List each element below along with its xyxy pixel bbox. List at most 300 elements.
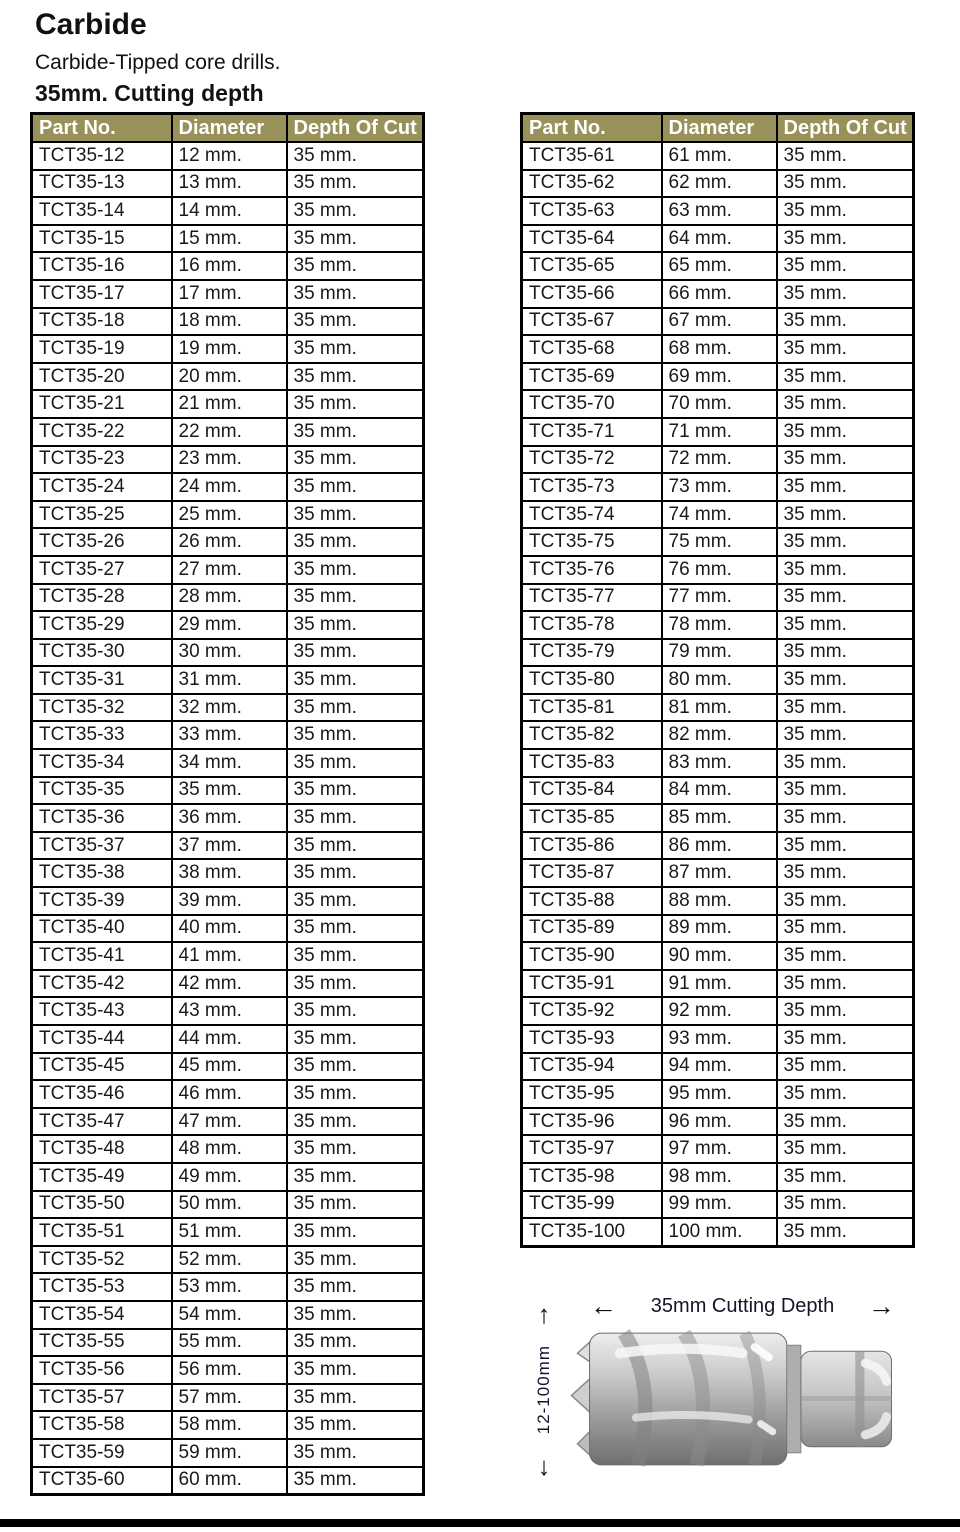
- cell-diameter: 87 mm.: [662, 859, 777, 887]
- table-row: [522, 501, 914, 529]
- table-row: [522, 970, 914, 998]
- table-row: [32, 970, 424, 998]
- cell-diameter: 65 mm.: [662, 252, 777, 280]
- cell-part-no: TCT35-74: [522, 501, 662, 529]
- cell-part-no: TCT35-24: [32, 473, 172, 501]
- cell-part-no: TCT35-65: [522, 252, 662, 280]
- table-row: [32, 1356, 424, 1384]
- cell-depth-of-cut: 35 mm.: [777, 666, 914, 694]
- cell-depth-of-cut: 35 mm.: [287, 1301, 424, 1329]
- cell-diameter: 43 mm.: [172, 997, 287, 1025]
- cell-diameter: 82 mm.: [662, 721, 777, 749]
- cell-diameter: 71 mm.: [662, 418, 777, 446]
- column-header-part-no: Part No.: [32, 114, 172, 143]
- cell-depth-of-cut: 35 mm.: [287, 308, 424, 336]
- cell-diameter: 20 mm.: [172, 363, 287, 391]
- cell-part-no: TCT35-72: [522, 446, 662, 474]
- cell-diameter: 58 mm.: [172, 1411, 287, 1439]
- cell-depth-of-cut: 35 mm.: [777, 1191, 914, 1219]
- table-row: [522, 997, 914, 1025]
- cell-part-no: TCT35-36: [32, 804, 172, 832]
- cell-diameter: 78 mm.: [662, 611, 777, 639]
- table-row: [522, 1191, 914, 1219]
- cell-depth-of-cut: 35 mm.: [287, 611, 424, 639]
- table-row: [32, 1025, 424, 1053]
- cell-depth-of-cut: 35 mm.: [287, 501, 424, 529]
- cell-diameter: 38 mm.: [172, 859, 287, 887]
- cell-diameter: 95 mm.: [662, 1080, 777, 1108]
- cell-part-no: TCT35-96: [522, 1108, 662, 1136]
- diameter-range-label: 12-100mm: [534, 1345, 553, 1435]
- cell-diameter: 33 mm.: [172, 721, 287, 749]
- cell-diameter: 57 mm.: [172, 1384, 287, 1412]
- cell-diameter: 100 mm.: [662, 1218, 777, 1246]
- cell-diameter: 61 mm.: [662, 142, 777, 170]
- table-row: [32, 1135, 424, 1163]
- table-row: [522, 915, 914, 943]
- cell-part-no: TCT35-91: [522, 970, 662, 998]
- table-row: [522, 418, 914, 446]
- cell-depth-of-cut: 35 mm.: [287, 390, 424, 418]
- cell-depth-of-cut: 35 mm.: [287, 556, 424, 584]
- cell-depth-of-cut: 35 mm.: [777, 584, 914, 612]
- cell-diameter: 24 mm.: [172, 473, 287, 501]
- cell-depth-of-cut: 35 mm.: [287, 1273, 424, 1301]
- cell-part-no: TCT35-54: [32, 1301, 172, 1329]
- cell-depth-of-cut: 35 mm.: [287, 584, 424, 612]
- cell-depth-of-cut: 35 mm.: [287, 446, 424, 474]
- cell-depth-of-cut: 35 mm.: [287, 363, 424, 391]
- cell-diameter: 39 mm.: [172, 887, 287, 915]
- cell-depth-of-cut: 35 mm.: [777, 997, 914, 1025]
- table-row: [32, 887, 424, 915]
- cell-part-no: TCT35-32: [32, 694, 172, 722]
- cell-part-no: TCT35-62: [522, 170, 662, 198]
- cell-part-no: TCT35-64: [522, 225, 662, 253]
- core-drill-image: [561, 1321, 909, 1477]
- table-row: [32, 749, 424, 777]
- cell-diameter: 62 mm.: [662, 170, 777, 198]
- cell-depth-of-cut: 35 mm.: [287, 197, 424, 225]
- table-row: [32, 832, 424, 860]
- cell-diameter: 36 mm.: [172, 804, 287, 832]
- cell-diameter: 19 mm.: [172, 335, 287, 363]
- column-header-diameter: Diameter: [662, 114, 777, 143]
- cell-diameter: 69 mm.: [662, 363, 777, 391]
- cell-depth-of-cut: 35 mm.: [287, 859, 424, 887]
- cell-part-no: TCT35-30: [32, 639, 172, 667]
- table-row: [522, 225, 914, 253]
- section-heading: 35mm. Cutting depth: [35, 80, 264, 106]
- table-row: [32, 1411, 424, 1439]
- cell-depth-of-cut: 35 mm.: [777, 942, 914, 970]
- cell-diameter: 40 mm.: [172, 915, 287, 943]
- cutting-depth-annotation: [590, 1293, 895, 1320]
- table-row: [522, 1163, 914, 1191]
- arrow-right-icon: →: [867, 1291, 895, 1321]
- cell-part-no: TCT35-22: [32, 418, 172, 446]
- cell-part-no: TCT35-14: [32, 197, 172, 225]
- table-row: [32, 611, 424, 639]
- table-row: [32, 694, 424, 722]
- cell-part-no: TCT35-31: [32, 666, 172, 694]
- table-row: [32, 1439, 424, 1467]
- cell-diameter: 14 mm.: [172, 197, 287, 225]
- cell-depth-of-cut: 35 mm.: [777, 749, 914, 777]
- cell-diameter: 15 mm.: [172, 225, 287, 253]
- cell-diameter: 80 mm.: [662, 666, 777, 694]
- column-header-depth-of-cut: Depth Of Cut: [287, 114, 424, 143]
- cell-depth-of-cut: 35 mm.: [777, 1108, 914, 1136]
- cell-part-no: TCT35-19: [32, 335, 172, 363]
- cell-part-no: TCT35-33: [32, 721, 172, 749]
- cell-part-no: TCT35-12: [32, 142, 172, 170]
- cell-depth-of-cut: 35 mm.: [287, 1411, 424, 1439]
- table-row: [522, 528, 914, 556]
- cell-diameter: 90 mm.: [662, 942, 777, 970]
- cell-diameter: 75 mm.: [662, 528, 777, 556]
- table-row: [32, 363, 424, 391]
- cell-part-no: TCT35-20: [32, 363, 172, 391]
- table-header-row: [32, 114, 424, 143]
- cell-diameter: 23 mm.: [172, 446, 287, 474]
- table-row: [522, 280, 914, 308]
- cell-depth-of-cut: 35 mm.: [287, 1467, 424, 1495]
- table-row: [32, 1080, 424, 1108]
- cell-part-no: TCT35-76: [522, 556, 662, 584]
- cell-diameter: 68 mm.: [662, 335, 777, 363]
- cell-diameter: 91 mm.: [662, 970, 777, 998]
- cell-depth-of-cut: 35 mm.: [287, 1135, 424, 1163]
- cell-part-no: TCT35-18: [32, 308, 172, 336]
- cell-part-no: TCT35-38: [32, 859, 172, 887]
- table-row: [32, 197, 424, 225]
- cell-part-no: TCT35-92: [522, 997, 662, 1025]
- cell-depth-of-cut: 35 mm.: [777, 721, 914, 749]
- table-row: [522, 1135, 914, 1163]
- cell-depth-of-cut: 35 mm.: [777, 142, 914, 170]
- cell-diameter: 13 mm.: [172, 170, 287, 198]
- cell-depth-of-cut: 35 mm.: [777, 170, 914, 198]
- cell-part-no: TCT35-94: [522, 1053, 662, 1081]
- cell-part-no: TCT35-47: [32, 1108, 172, 1136]
- cell-part-no: TCT35-66: [522, 280, 662, 308]
- cell-diameter: 63 mm.: [662, 197, 777, 225]
- cell-diameter: 77 mm.: [662, 584, 777, 612]
- cell-part-no: TCT35-86: [522, 832, 662, 860]
- cell-depth-of-cut: 35 mm.: [777, 197, 914, 225]
- cell-diameter: 74 mm.: [662, 501, 777, 529]
- table-row: [522, 1108, 914, 1136]
- cell-part-no: TCT35-26: [32, 528, 172, 556]
- cell-diameter: 22 mm.: [172, 418, 287, 446]
- cell-depth-of-cut: 35 mm.: [777, 335, 914, 363]
- cell-depth-of-cut: 35 mm.: [287, 280, 424, 308]
- column-header-depth-of-cut: Depth Of Cut: [777, 114, 914, 143]
- cell-depth-of-cut: 35 mm.: [777, 252, 914, 280]
- cell-part-no: TCT35-98: [522, 1163, 662, 1191]
- cell-depth-of-cut: 35 mm.: [287, 1246, 424, 1274]
- cell-depth-of-cut: 35 mm.: [287, 142, 424, 170]
- cell-diameter: 12 mm.: [172, 142, 287, 170]
- table-row: [32, 1329, 424, 1357]
- table-row: [32, 859, 424, 887]
- cell-depth-of-cut: 35 mm.: [777, 804, 914, 832]
- cell-part-no: TCT35-89: [522, 915, 662, 943]
- cell-diameter: 56 mm.: [172, 1356, 287, 1384]
- cell-diameter: 54 mm.: [172, 1301, 287, 1329]
- cell-part-no: TCT35-50: [32, 1191, 172, 1219]
- table-row: [32, 142, 424, 170]
- cell-part-no: TCT35-46: [32, 1080, 172, 1108]
- table-row: [522, 611, 914, 639]
- cell-diameter: 17 mm.: [172, 280, 287, 308]
- cell-diameter: 97 mm.: [662, 1135, 777, 1163]
- table-row: [522, 170, 914, 198]
- table-row: [522, 308, 914, 336]
- cell-depth-of-cut: 35 mm.: [287, 1163, 424, 1191]
- table-row: [522, 887, 914, 915]
- cell-part-no: TCT35-15: [32, 225, 172, 253]
- cell-part-no: TCT35-42: [32, 970, 172, 998]
- cell-diameter: 67 mm.: [662, 308, 777, 336]
- cell-depth-of-cut: 35 mm.: [287, 418, 424, 446]
- cell-diameter: 60 mm.: [172, 1467, 287, 1495]
- table-row: [32, 556, 424, 584]
- cell-diameter: 99 mm.: [662, 1191, 777, 1219]
- table-row: [32, 1301, 424, 1329]
- table-row: [522, 1025, 914, 1053]
- cell-diameter: 55 mm.: [172, 1329, 287, 1357]
- cell-part-no: TCT35-53: [32, 1273, 172, 1301]
- cell-diameter: 32 mm.: [172, 694, 287, 722]
- cell-depth-of-cut: 35 mm.: [777, 418, 914, 446]
- parts-table-right: [520, 112, 915, 1248]
- table-row: [522, 142, 914, 170]
- table-row: [522, 197, 914, 225]
- cell-part-no: TCT35-27: [32, 556, 172, 584]
- cell-part-no: TCT35-59: [32, 1439, 172, 1467]
- cell-diameter: 31 mm.: [172, 666, 287, 694]
- cell-depth-of-cut: 35 mm.: [287, 1218, 424, 1246]
- cell-diameter: 28 mm.: [172, 584, 287, 612]
- page-subtitle: Carbide-Tipped core drills.: [35, 51, 281, 74]
- cell-depth-of-cut: 35 mm.: [777, 473, 914, 501]
- cell-part-no: TCT35-23: [32, 446, 172, 474]
- table-row: [522, 335, 914, 363]
- table-row: [32, 528, 424, 556]
- cell-depth-of-cut: 35 mm.: [777, 390, 914, 418]
- cell-depth-of-cut: 35 mm.: [287, 942, 424, 970]
- table-row: [32, 1218, 424, 1246]
- cell-diameter: 37 mm.: [172, 832, 287, 860]
- cell-diameter: 35 mm.: [172, 777, 287, 805]
- cell-part-no: TCT35-37: [32, 832, 172, 860]
- cell-part-no: TCT35-55: [32, 1329, 172, 1357]
- cell-part-no: TCT35-78: [522, 611, 662, 639]
- page-bottom-rule: [0, 1519, 960, 1527]
- cell-part-no: TCT35-87: [522, 859, 662, 887]
- arrow-down-icon: ↓: [537, 1450, 551, 1481]
- cell-diameter: 52 mm.: [172, 1246, 287, 1274]
- cell-part-no: TCT35-60: [32, 1467, 172, 1495]
- cell-diameter: 49 mm.: [172, 1163, 287, 1191]
- cell-depth-of-cut: 35 mm.: [287, 170, 424, 198]
- cell-diameter: 66 mm.: [662, 280, 777, 308]
- table-row: [32, 1273, 424, 1301]
- cell-diameter: 25 mm.: [172, 501, 287, 529]
- cell-diameter: 21 mm.: [172, 390, 287, 418]
- cell-diameter: 47 mm.: [172, 1108, 287, 1136]
- cell-depth-of-cut: 35 mm.: [287, 473, 424, 501]
- cell-depth-of-cut: 35 mm.: [287, 887, 424, 915]
- parts-table-left: [30, 112, 425, 1496]
- cell-diameter: 26 mm.: [172, 528, 287, 556]
- cell-diameter: 79 mm.: [662, 639, 777, 667]
- cell-diameter: 76 mm.: [662, 556, 777, 584]
- table-row: [32, 501, 424, 529]
- table-row: [32, 1384, 424, 1412]
- table-row: [32, 639, 424, 667]
- cell-depth-of-cut: 35 mm.: [777, 694, 914, 722]
- table-row: [32, 777, 424, 805]
- table-row: [32, 473, 424, 501]
- cell-part-no: TCT35-93: [522, 1025, 662, 1053]
- cell-depth-of-cut: 35 mm.: [287, 666, 424, 694]
- cell-diameter: 86 mm.: [662, 832, 777, 860]
- table-row: [32, 942, 424, 970]
- cell-depth-of-cut: 35 mm.: [777, 1163, 914, 1191]
- cell-depth-of-cut: 35 mm.: [777, 1080, 914, 1108]
- cell-part-no: TCT35-28: [32, 584, 172, 612]
- cell-part-no: TCT35-35: [32, 777, 172, 805]
- table-row: [522, 1080, 914, 1108]
- cell-part-no: TCT35-57: [32, 1384, 172, 1412]
- table-row: [32, 1467, 424, 1495]
- cell-part-no: TCT35-40: [32, 915, 172, 943]
- cell-part-no: TCT35-84: [522, 777, 662, 805]
- cell-part-no: TCT35-97: [522, 1135, 662, 1163]
- cell-diameter: 59 mm.: [172, 1439, 287, 1467]
- table-row: [522, 252, 914, 280]
- table-row: [522, 556, 914, 584]
- cell-depth-of-cut: 35 mm.: [777, 446, 914, 474]
- table-row: [522, 859, 914, 887]
- arrow-left-icon: ←: [590, 1291, 617, 1321]
- cell-diameter: 92 mm.: [662, 997, 777, 1025]
- cell-diameter: 89 mm.: [662, 915, 777, 943]
- cell-diameter: 88 mm.: [662, 887, 777, 915]
- table-row: [32, 308, 424, 336]
- cell-diameter: 84 mm.: [662, 777, 777, 805]
- cell-part-no: TCT35-16: [32, 252, 172, 280]
- table-row: [522, 942, 914, 970]
- cell-part-no: TCT35-39: [32, 887, 172, 915]
- arrow-up-icon: ↑: [537, 1299, 551, 1329]
- cell-part-no: TCT35-71: [522, 418, 662, 446]
- cell-depth-of-cut: 35 mm.: [777, 225, 914, 253]
- cell-depth-of-cut: 35 mm.: [777, 556, 914, 584]
- table-row: [32, 418, 424, 446]
- table-row: [32, 390, 424, 418]
- cell-depth-of-cut: 35 mm.: [287, 1329, 424, 1357]
- cell-depth-of-cut: 35 mm.: [287, 1108, 424, 1136]
- table-row: [32, 1191, 424, 1219]
- cell-part-no: TCT35-48: [32, 1135, 172, 1163]
- cell-depth-of-cut: 35 mm.: [777, 1218, 914, 1246]
- cell-depth-of-cut: 35 mm.: [777, 887, 914, 915]
- cell-depth-of-cut: 35 mm.: [777, 1053, 914, 1081]
- table-row: [32, 915, 424, 943]
- table-row: [522, 832, 914, 860]
- column-header-diameter: Diameter: [172, 114, 287, 143]
- cell-depth-of-cut: 35 mm.: [777, 1135, 914, 1163]
- table-row: [32, 335, 424, 363]
- cell-part-no: TCT35-100: [522, 1218, 662, 1246]
- cell-diameter: 29 mm.: [172, 611, 287, 639]
- cell-diameter: 27 mm.: [172, 556, 287, 584]
- cell-diameter: 44 mm.: [172, 1025, 287, 1053]
- cell-part-no: TCT35-13: [32, 170, 172, 198]
- cell-diameter: 98 mm.: [662, 1163, 777, 1191]
- table-row: [32, 446, 424, 474]
- cell-diameter: 48 mm.: [172, 1135, 287, 1163]
- cell-part-no: TCT35-95: [522, 1080, 662, 1108]
- table-row: [522, 584, 914, 612]
- table-row: [32, 721, 424, 749]
- table-row: [32, 1108, 424, 1136]
- cell-depth-of-cut: 35 mm.: [287, 225, 424, 253]
- cell-part-no: TCT35-63: [522, 197, 662, 225]
- cell-depth-of-cut: 35 mm.: [777, 832, 914, 860]
- cell-part-no: TCT35-21: [32, 390, 172, 418]
- cell-diameter: 83 mm.: [662, 749, 777, 777]
- cell-part-no: TCT35-88: [522, 887, 662, 915]
- cell-depth-of-cut: 35 mm.: [287, 1053, 424, 1081]
- cell-diameter: 16 mm.: [172, 252, 287, 280]
- table-row: [522, 749, 914, 777]
- cell-part-no: TCT35-90: [522, 942, 662, 970]
- cell-part-no: TCT35-69: [522, 363, 662, 391]
- cell-diameter: 45 mm.: [172, 1053, 287, 1081]
- cell-depth-of-cut: 35 mm.: [287, 832, 424, 860]
- drill-figure: [515, 1283, 945, 1498]
- cell-part-no: TCT35-25: [32, 501, 172, 529]
- cell-part-no: TCT35-68: [522, 335, 662, 363]
- cell-depth-of-cut: 35 mm.: [287, 1384, 424, 1412]
- cell-diameter: 42 mm.: [172, 970, 287, 998]
- cell-part-no: TCT35-99: [522, 1191, 662, 1219]
- cell-diameter: 46 mm.: [172, 1080, 287, 1108]
- cell-depth-of-cut: 35 mm.: [777, 1025, 914, 1053]
- cell-diameter: 72 mm.: [662, 446, 777, 474]
- cell-part-no: TCT35-61: [522, 142, 662, 170]
- cell-part-no: TCT35-34: [32, 749, 172, 777]
- cutting-depth-label: 35mm Cutting Depth: [650, 1295, 835, 1317]
- cell-depth-of-cut: 35 mm.: [287, 335, 424, 363]
- cell-depth-of-cut: 35 mm.: [777, 280, 914, 308]
- cell-part-no: TCT35-45: [32, 1053, 172, 1081]
- cell-diameter: 93 mm.: [662, 1025, 777, 1053]
- cell-part-no: TCT35-67: [522, 308, 662, 336]
- cell-part-no: TCT35-79: [522, 639, 662, 667]
- cell-part-no: TCT35-75: [522, 528, 662, 556]
- page-title: Carbide: [35, 8, 147, 41]
- cell-part-no: TCT35-41: [32, 942, 172, 970]
- table-row: [522, 694, 914, 722]
- table-row: [32, 666, 424, 694]
- table-row: [522, 639, 914, 667]
